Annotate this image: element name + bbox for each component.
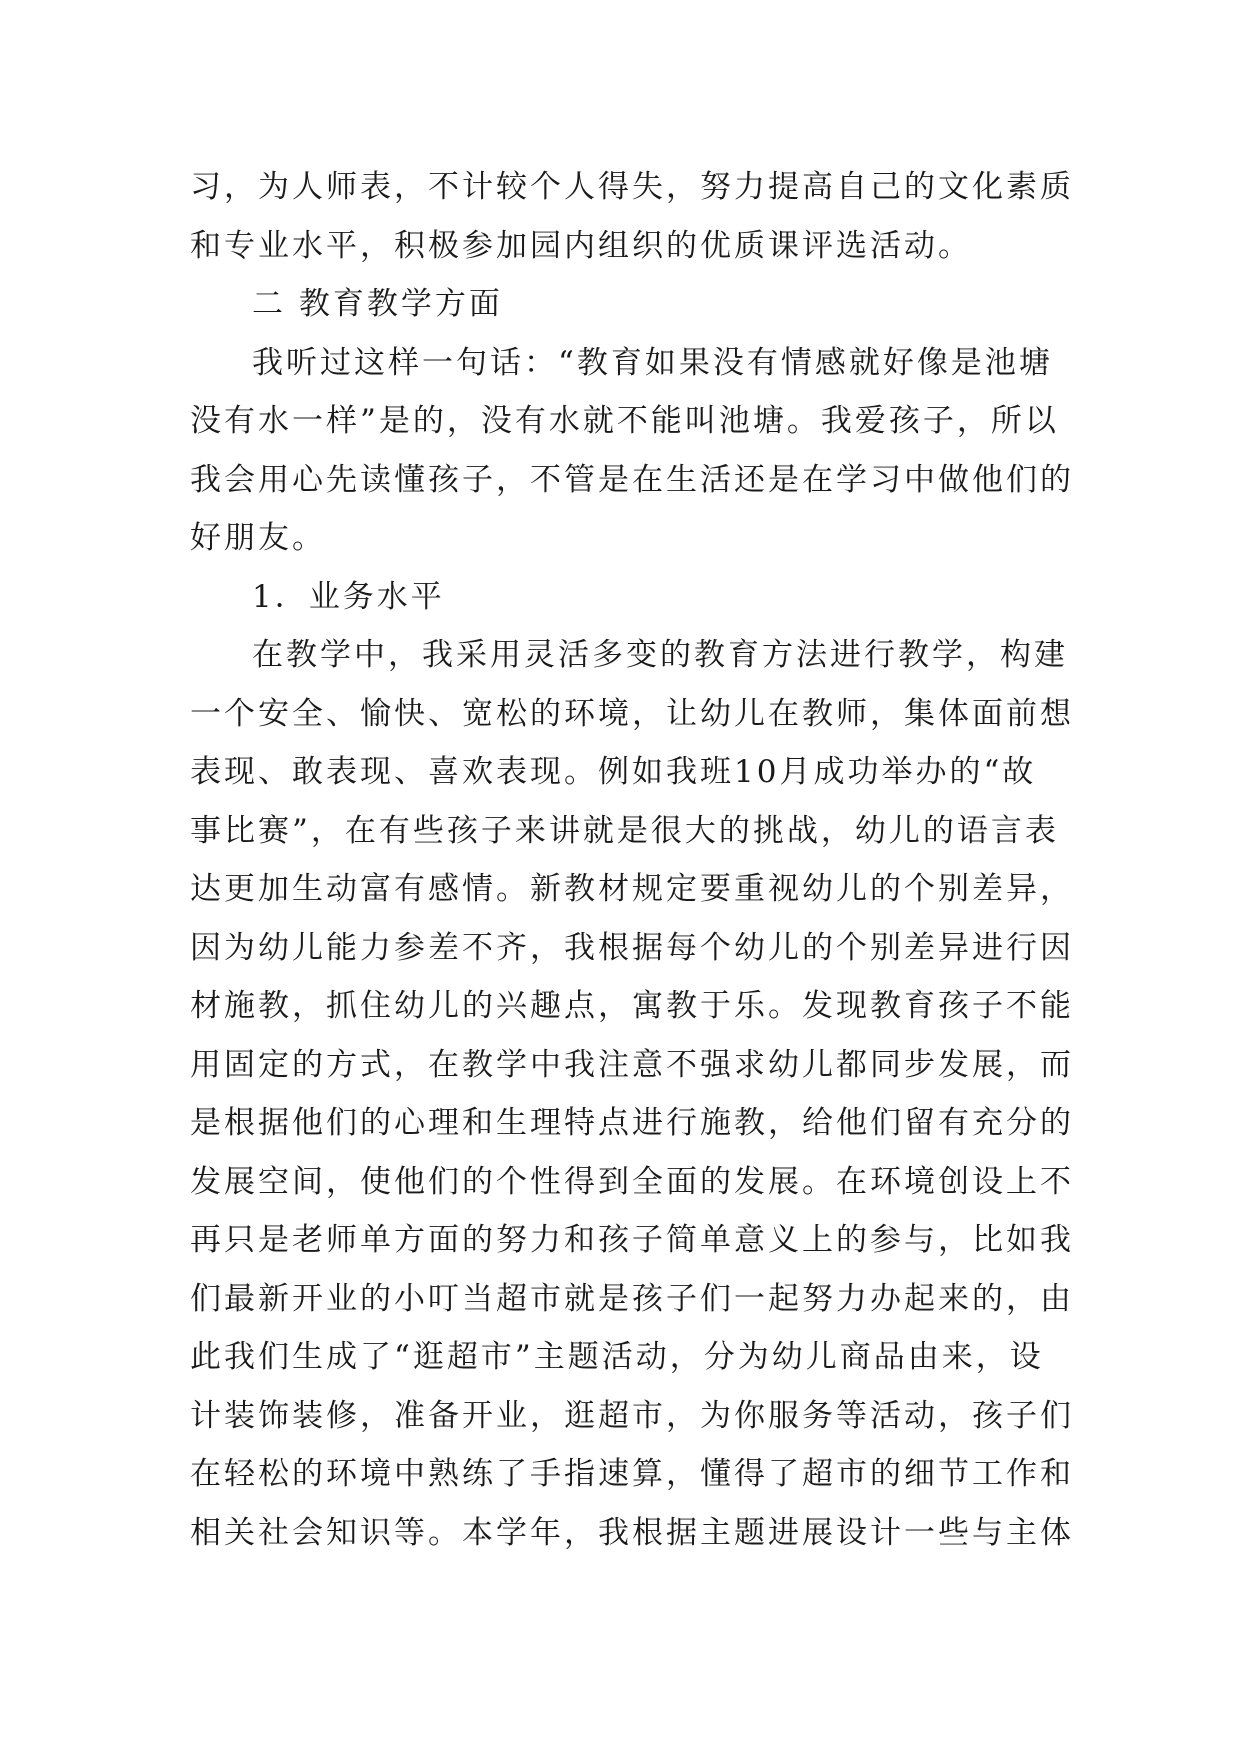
text-line: 一个安全、愉快、宽松的环境，让幼儿在教师，集体面前想 [190,695,1074,732]
text-line: 因为幼儿能力参差不齐，我根据每个幼儿的个别差异进行因 [190,929,1074,966]
text-line: 是根据他们的心理和生理特点进行施教，给他们留有充分的 [190,1105,1074,1141]
document-body [190,158,1074,1562]
text-line: 我听过这样一句话：“教育如果没有情感就好像是池塘 [252,344,1053,381]
text-line: 习，为人师表，不计较个人得失，努力提高自己的文化素质 [190,169,1074,205]
text-line: 用固定的方式，在教学中我注意不强求幼儿都同步发展，而 [190,1046,1074,1083]
text-line: 在轻松的环境中熟练了手指速算，懂得了超市的细节工作和 [190,1456,1074,1492]
text-line: 们最新开业的小叮当超市就是孩子们一起努力办起来的，由 [190,1280,1074,1317]
subsection-heading: 1．业务水平 [252,578,445,615]
section-heading: 二 教育教学方面 [252,286,503,322]
text-line: 事比赛”，在有些孩子来讲就是很大的挑战，幼儿的语言表 [190,812,1059,849]
text-line: 发展空间，使他们的个性得到全面的发展。在环境创设上不 [190,1163,1074,1200]
text-line: 计装饰装修，准备开业，逛超市，为你服务等活动，孩子们 [190,1397,1074,1434]
text-line: 好朋友。 [190,520,326,556]
text-line: 和专业水平，积极参加园内组织的优质课评选活动。 [190,227,972,264]
text-line: 我会用心先读懂孩子，不管是在生活还是在学习中做他们的 [190,461,1074,498]
text-line: 没有水一样”是的，没有水就不能叫池塘。我爱孩子，所以 [190,403,1059,439]
text-line: 在教学中，我采用灵活多变的教育方法进行教学，构建 [252,637,1068,673]
text-line: 再只是老师单方面的努力和孩子简单意义上的参与，比如我 [190,1222,1074,1258]
text-line: 材施教，抓住幼儿的兴趣点，寓教于乐。发现教育孩子不能 [190,988,1074,1024]
text-line: 达更加生动富有感情。新教材规定要重视幼儿的个别差异， [190,871,1074,907]
text-line: 此我们生成了“逛超市”主题活动，分为幼儿商品由来，设 [190,1339,1044,1375]
text-line: 相关社会知识等。本学年，我根据主题进展设计一些与主体 [190,1514,1074,1551]
text-line: 表现、敢表现、喜欢表现。例如我班10月成功举办的“故 [190,754,1037,790]
